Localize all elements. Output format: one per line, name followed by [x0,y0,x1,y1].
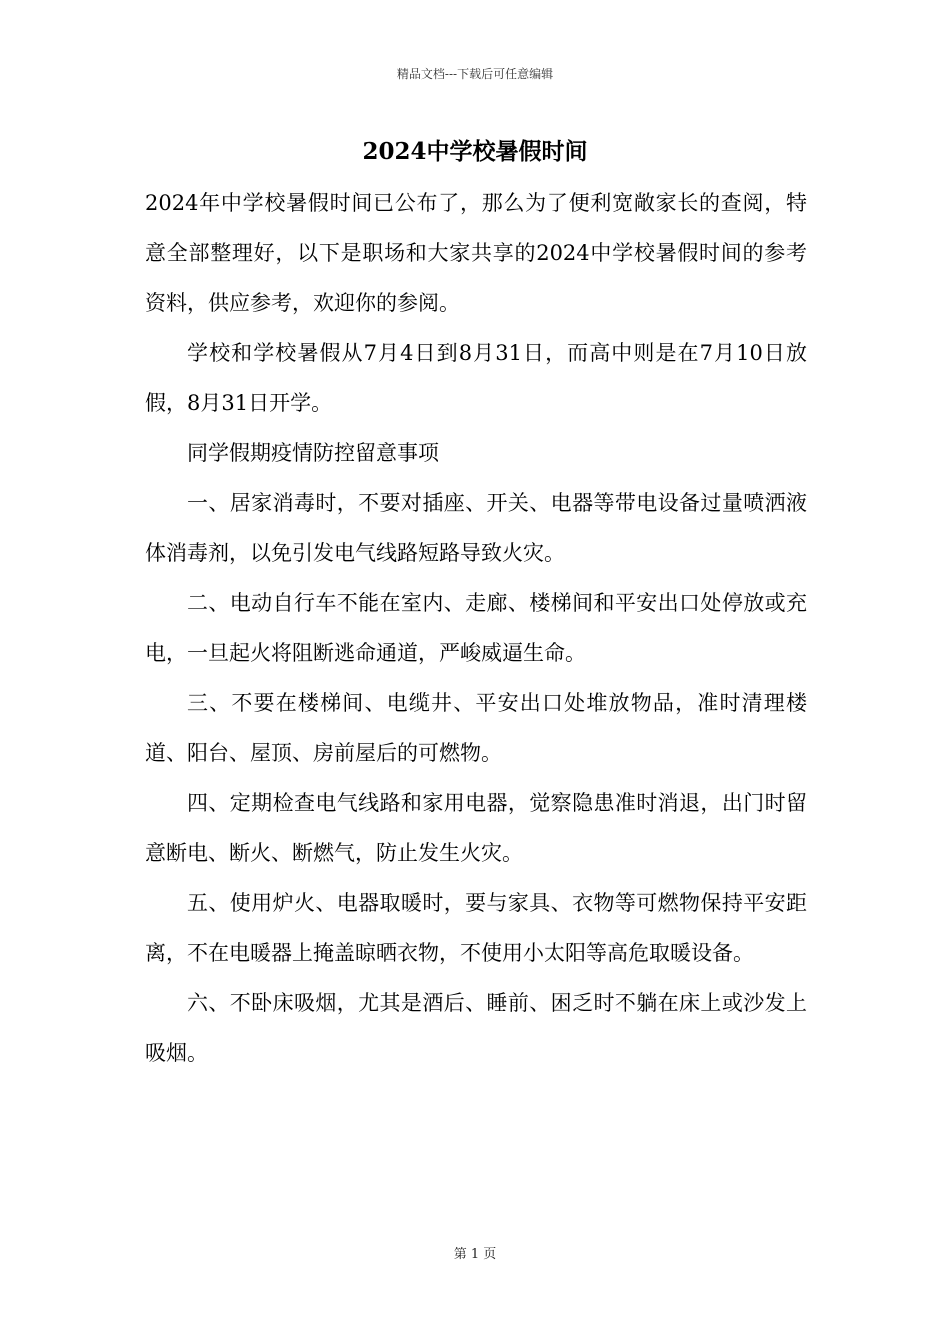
paragraph-item-2: 二、电动自行车不能在室内、走廊、楼梯间和平安出口处停放或充电，一旦起火将阻断逃命通道，严峻威逼生命。 [145,591,807,665]
paragraph-item-3: 三、不要在楼梯间、电缆井、平安出口处堆放物品，准时清理楼道、阳台、屋顶、房前屋后的可燃物。 [145,691,807,765]
paragraph-intro: 2024年中学校暑假时间已公布了，那么为了便利宽敞家长的查阅，特意全部整理好，以下是职场和大家共享的2024中学校暑假时间的参考资料，供应参考，欢迎你的参阅。 [145,191,807,315]
document-title: 2024中学校暑假时间 [362,138,588,165]
page-number: 第 1 页 [453,1247,497,1262]
paragraph-schedule: 学校和学校暑假从7月4日到8月31日，而高中则是在7月10日放假，8月31日开学。 [145,341,807,415]
paragraph-item-5: 五、使用炉火、电器取暖时，要与家具、衣物等可燃物保持平安距离，不在电暖器上掩盖晾晒衣物，不使用小太阳等高危取暖设备。 [145,891,807,965]
page-header: 精品文档---下载后可任意编辑 [396,67,554,81]
paragraph-section-heading: 同学假期疫情防控留意事项 [187,441,439,465]
paragraph-item-4: 四、定期检查电气线路和家用电器，觉察隐患准时消退，出门时留意断电、断火、断燃气，防止发生火灾。 [145,791,807,865]
paragraph-item-6: 六、不卧床吸烟，尤其是酒后、睡前、困乏时不躺在床上或沙发上吸烟。 [145,991,807,1065]
paragraph-item-1: 一、居家消毒时，不要对插座、开关、电器等带电设备过量喷洒液体消毒剂，以免引发电气线路短路导致火灾。 [145,491,807,565]
document-body [145,178,807,1078]
